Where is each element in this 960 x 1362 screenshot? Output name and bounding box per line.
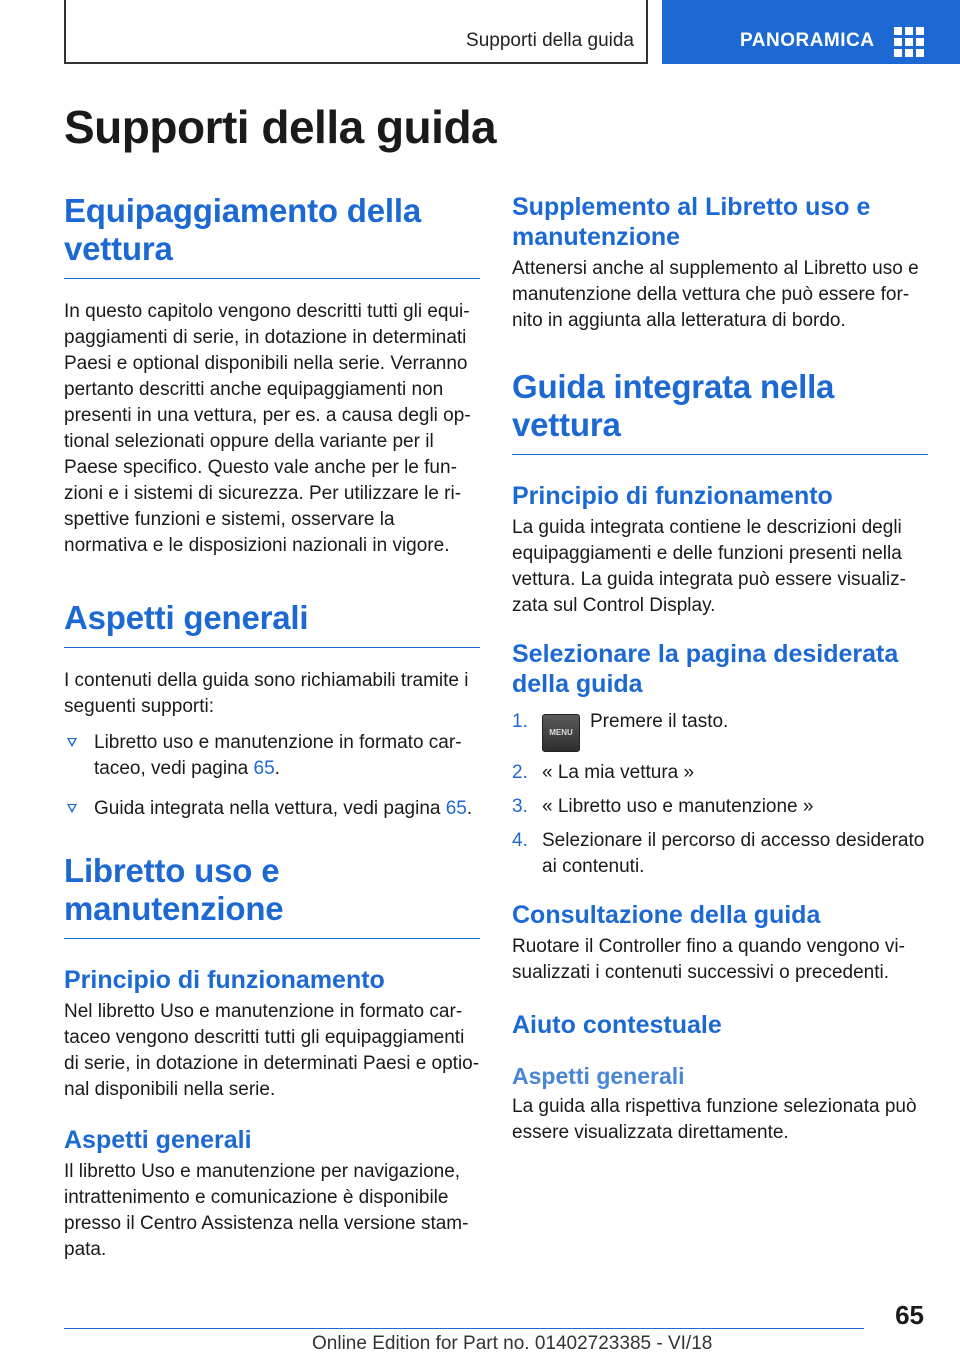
list-item [64, 796, 480, 822]
page-link[interactable]: 65 [253, 758, 275, 779]
guide-principle-body: La guida integrata contiene le descrizioni degli equipaggiamenti e delle funzioni presenti nella vettura. La guida integrata può essere visualizzata sul Control Display. [512, 517, 906, 616]
integrated-guide-heading: Guida integrata nella vettura [512, 368, 928, 455]
page-title: Supporti della guida [64, 101, 497, 153]
right-column [512, 192, 928, 1146]
supplement-body: Attenersi anche al supplemento al Libretto uso e manutenzione della vettura che può essere fornito in aggiunta alla letteratura di bordo. [512, 258, 919, 331]
list-item [512, 709, 928, 752]
footer-edition: Online Edition for Part no. 01402723385 - VI/18 [312, 1333, 713, 1354]
list-item [512, 760, 928, 786]
context-help-heading: Aiuto contestuale [512, 1011, 722, 1039]
steps-list [512, 709, 928, 880]
supplement-heading: Supplemento al Libretto uso e manutenzione [512, 193, 871, 251]
step-number: 4. [512, 830, 528, 851]
manual-principle-heading: Principio di funzionamento [64, 966, 385, 994]
page-link[interactable]: 65 [445, 798, 467, 819]
step-text: Premere il tasto. [590, 711, 729, 732]
triangle-bullet-icon [67, 738, 77, 747]
support-list [64, 730, 480, 822]
step-number: 3. [512, 796, 528, 817]
consult-body: Ruotare il Controller fino a quando vengono visualizzati i contenuti successivi o precedenti. [512, 936, 905, 983]
header-section-title: Supporti della guida [466, 30, 634, 51]
triangle-bullet-icon [67, 804, 77, 813]
list-item-text: Guida integrata nella vettura, vedi pagina [94, 798, 446, 819]
step-text: « La mia vettura » [542, 762, 695, 783]
manual-general-heading: Aspetti generali [64, 1126, 252, 1154]
overview-tab-label[interactable]: PANORAMICA [740, 30, 875, 51]
context-help-general-heading: Aspetti generali [512, 1063, 685, 1089]
step-number: 1. [512, 711, 528, 732]
general-aspects-heading: Aspetti generali [64, 599, 480, 648]
select-page-heading: Selezionare la pagina desiderata della guida [512, 640, 899, 698]
left-column [64, 192, 480, 1263]
list-item [512, 828, 928, 880]
list-item [512, 794, 928, 820]
list-item [64, 730, 480, 782]
list-item-end: . [466, 798, 473, 819]
overview-tab[interactable] [662, 0, 960, 64]
step-number: 2. [512, 762, 528, 783]
page-number: 65 [895, 1300, 924, 1330]
list-item-text: Libretto uso e manutenzione in formato cartaceo, vedi pagina [94, 732, 462, 779]
header-section-box [64, 0, 648, 64]
equipment-heading: Equipaggiamento della vettura [64, 192, 480, 279]
footer-divider [64, 1328, 864, 1329]
step-text: « Libretto uso e manutenzione » [542, 796, 814, 817]
grid-icon[interactable] [894, 27, 924, 55]
equipment-body: In questo capitolo vengono descritti tutti gli equipaggiamenti di serie, in dotazione in determinati Paesi e optional disponibili nella serie. Verranno pertanto descritti anche equipaggiamenti non presenti in una vettura, per es. a causa degli optional selezionati oppure della variante per il Paese specifico. Questo vale anche per le funzioni e i sistemi di sicurezza. Per utilizzare le rispettive funzioni e sistemi, osservare la normativa e le disposizioni nazionali in vigore. [64, 301, 471, 556]
step-text: Selezionare il percorso di accesso desiderato ai contenuti. [542, 830, 925, 877]
guide-principle-heading: Principio di funzionamento [512, 482, 833, 510]
manual-general-body: Il libretto Uso e manutenzione per navigazione, intrattenimento e comunicazione è disponibile presso il Centro Assistenza nella versione stampata. [64, 1161, 469, 1260]
owners-manual-heading: Libretto uso e manutenzione [64, 852, 480, 939]
manual-principle-body: Nel libretto Uso e manutenzione in formato cartaceo vengono descritti tutti gli equipaggiamenti di serie, in dotazione in determinati Paesi e optional disponibili nella serie. [64, 1001, 480, 1100]
consult-heading: Consultazione della guida [512, 901, 821, 929]
menu-key-icon: MENU [542, 714, 580, 752]
list-item-end: . [274, 758, 280, 779]
context-help-body: La guida alla rispettiva funzione selezionata può essere visualizzata direttamente. [512, 1096, 917, 1143]
general-aspects-body: I contenuti della guida sono richiamabili tramite i seguenti supporti: [64, 670, 469, 717]
